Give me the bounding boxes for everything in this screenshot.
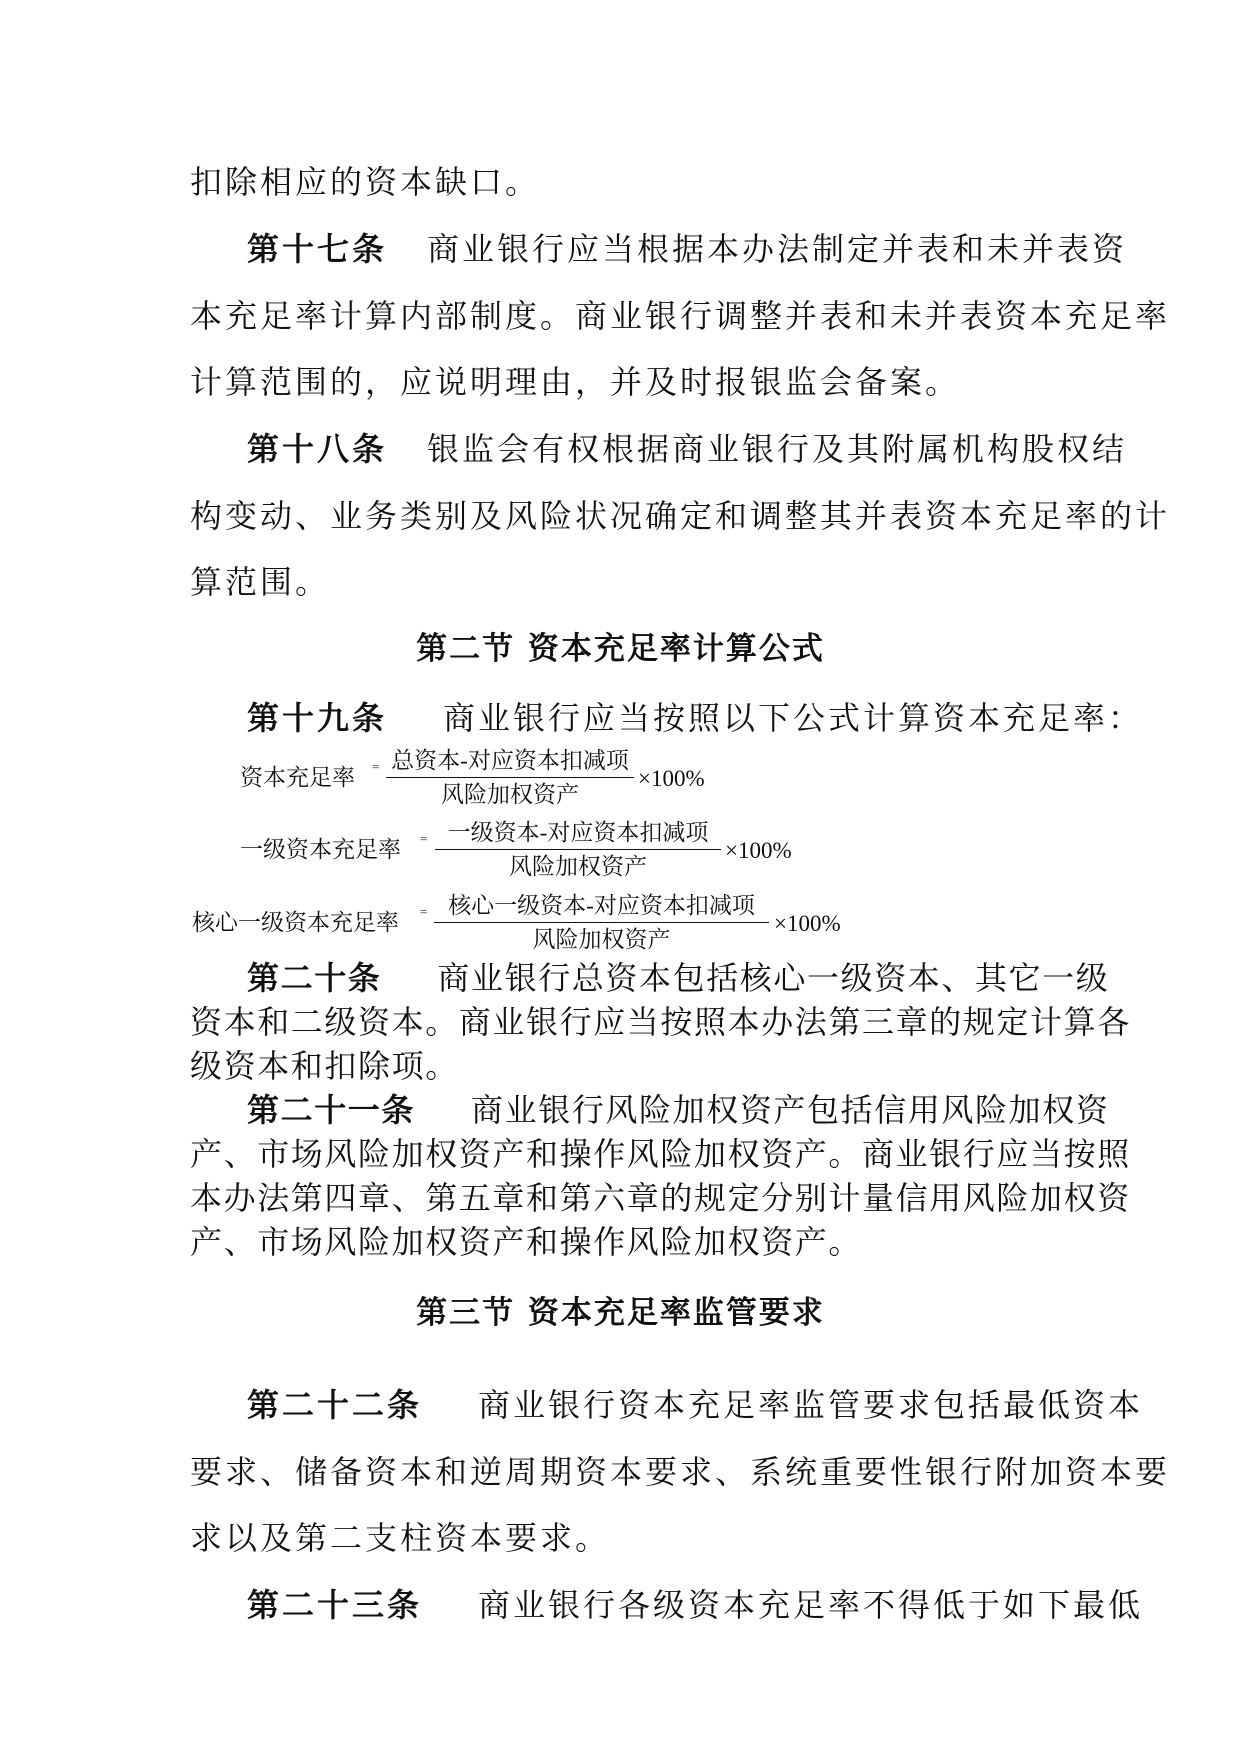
formula-capital-adequacy <box>240 748 740 808</box>
paragraph-line: 产、市场风险加权资产和操作风险加权资产。 <box>190 1223 863 1261</box>
article-text: 银监会有权根据商业银行及其附属机构股权结 <box>427 430 1128 468</box>
paragraph-line: 本办法第四章、第五章和第六章的规定分别计量信用风险加权资 <box>190 1179 1131 1217</box>
article-title: 第二十三条 <box>247 1586 423 1624</box>
article-21-line <box>247 1091 1110 1129</box>
paragraph-line: 产、市场风险加权资产和操作风险加权资产。商业银行应当按照 <box>190 1135 1131 1173</box>
formula-label: 一级资本充足率 <box>240 837 401 862</box>
article-title: 第十七条 <box>247 230 388 268</box>
article-text: 商业银行各级资本充足率不得低于如下最低 <box>478 1586 1144 1624</box>
formula-denominator: 风险加权资产 <box>532 927 671 952</box>
article-title: 第十九条 <box>247 699 388 737</box>
article-22-line <box>247 1386 1144 1424</box>
formula-denominator: 风险加权资产 <box>509 854 647 879</box>
fraction-bar <box>386 777 634 778</box>
article-17-line <box>247 230 1128 268</box>
section-heading: 第三节 资本充足率监管要求 <box>416 1295 825 1331</box>
formula-label: 资本充足率 <box>240 765 355 790</box>
paragraph-line: 扣除相应的资本缺口。 <box>190 163 541 201</box>
article-title: 第十八条 <box>247 430 388 468</box>
paragraph-line: 算范围。 <box>190 563 331 601</box>
formula-numerator: 总资本-对应资本扣减项 <box>391 748 629 773</box>
fraction-bar <box>435 849 721 850</box>
paragraph-line: 本充足率计算内部制度。商业银行调整并表和未并表资本充足率 <box>190 297 1171 335</box>
article-20-line <box>247 959 1110 997</box>
article-19-line <box>247 699 1144 737</box>
formula-numerator: 核心一级资本-对应资本扣减项 <box>448 893 755 918</box>
formula-tier1-adequacy <box>240 820 810 880</box>
article-title: 第二十一条 <box>247 1091 416 1129</box>
paragraph-line: 求以及第二支柱资本要求。 <box>190 1519 611 1557</box>
formula-cet1-adequacy <box>192 893 872 953</box>
article-text: 商业银行总资本包括核心一级资本、其它一级 <box>437 959 1110 997</box>
article-title: 第二十条 <box>247 959 382 997</box>
article-text: 商业银行应当按照以下公式计算资本充足率： <box>443 699 1144 737</box>
article-title: 第二十二条 <box>247 1386 423 1424</box>
fraction-bar <box>434 922 769 923</box>
paragraph-line: 资本和二级资本。商业银行应当按照本办法第三章的规定计算各 <box>190 1003 1131 1041</box>
article-18-line <box>247 430 1128 468</box>
formula-equals: = <box>420 831 428 846</box>
article-text: 商业银行资本充足率监管要求包括最低资本 <box>478 1386 1144 1424</box>
paragraph-line: 级资本和扣除项。 <box>190 1047 459 1085</box>
formula-equals: = <box>372 759 380 774</box>
article-text: 商业银行风险加权资产包括信用风险加权资 <box>471 1091 1110 1129</box>
formula-label: 核心一级资本充足率 <box>192 910 399 935</box>
paragraph-line: 要求、储备资本和逆周期资本要求、系统重要性银行附加资本要 <box>190 1453 1171 1491</box>
paragraph-line: 构变动、业务类别及风险状况确定和调整其并表资本充足率的计 <box>190 497 1171 535</box>
article-23-line <box>247 1586 1144 1624</box>
formula-numerator: 一级资本-对应资本扣减项 <box>447 820 709 845</box>
formula-multiplier: ×100% <box>774 911 841 936</box>
formula-denominator: 风险加权资产 <box>441 782 579 807</box>
formula-multiplier: ×100% <box>638 766 705 791</box>
paragraph-line: 计算范围的，应说明理由，并及时报银监会备案。 <box>190 363 961 401</box>
section-heading: 第二节 资本充足率计算公式 <box>416 631 825 667</box>
formula-multiplier: ×100% <box>725 838 792 863</box>
article-text: 商业银行应当根据本办法制定并表和未并表资 <box>427 230 1128 268</box>
formula-equals: = <box>420 904 428 919</box>
